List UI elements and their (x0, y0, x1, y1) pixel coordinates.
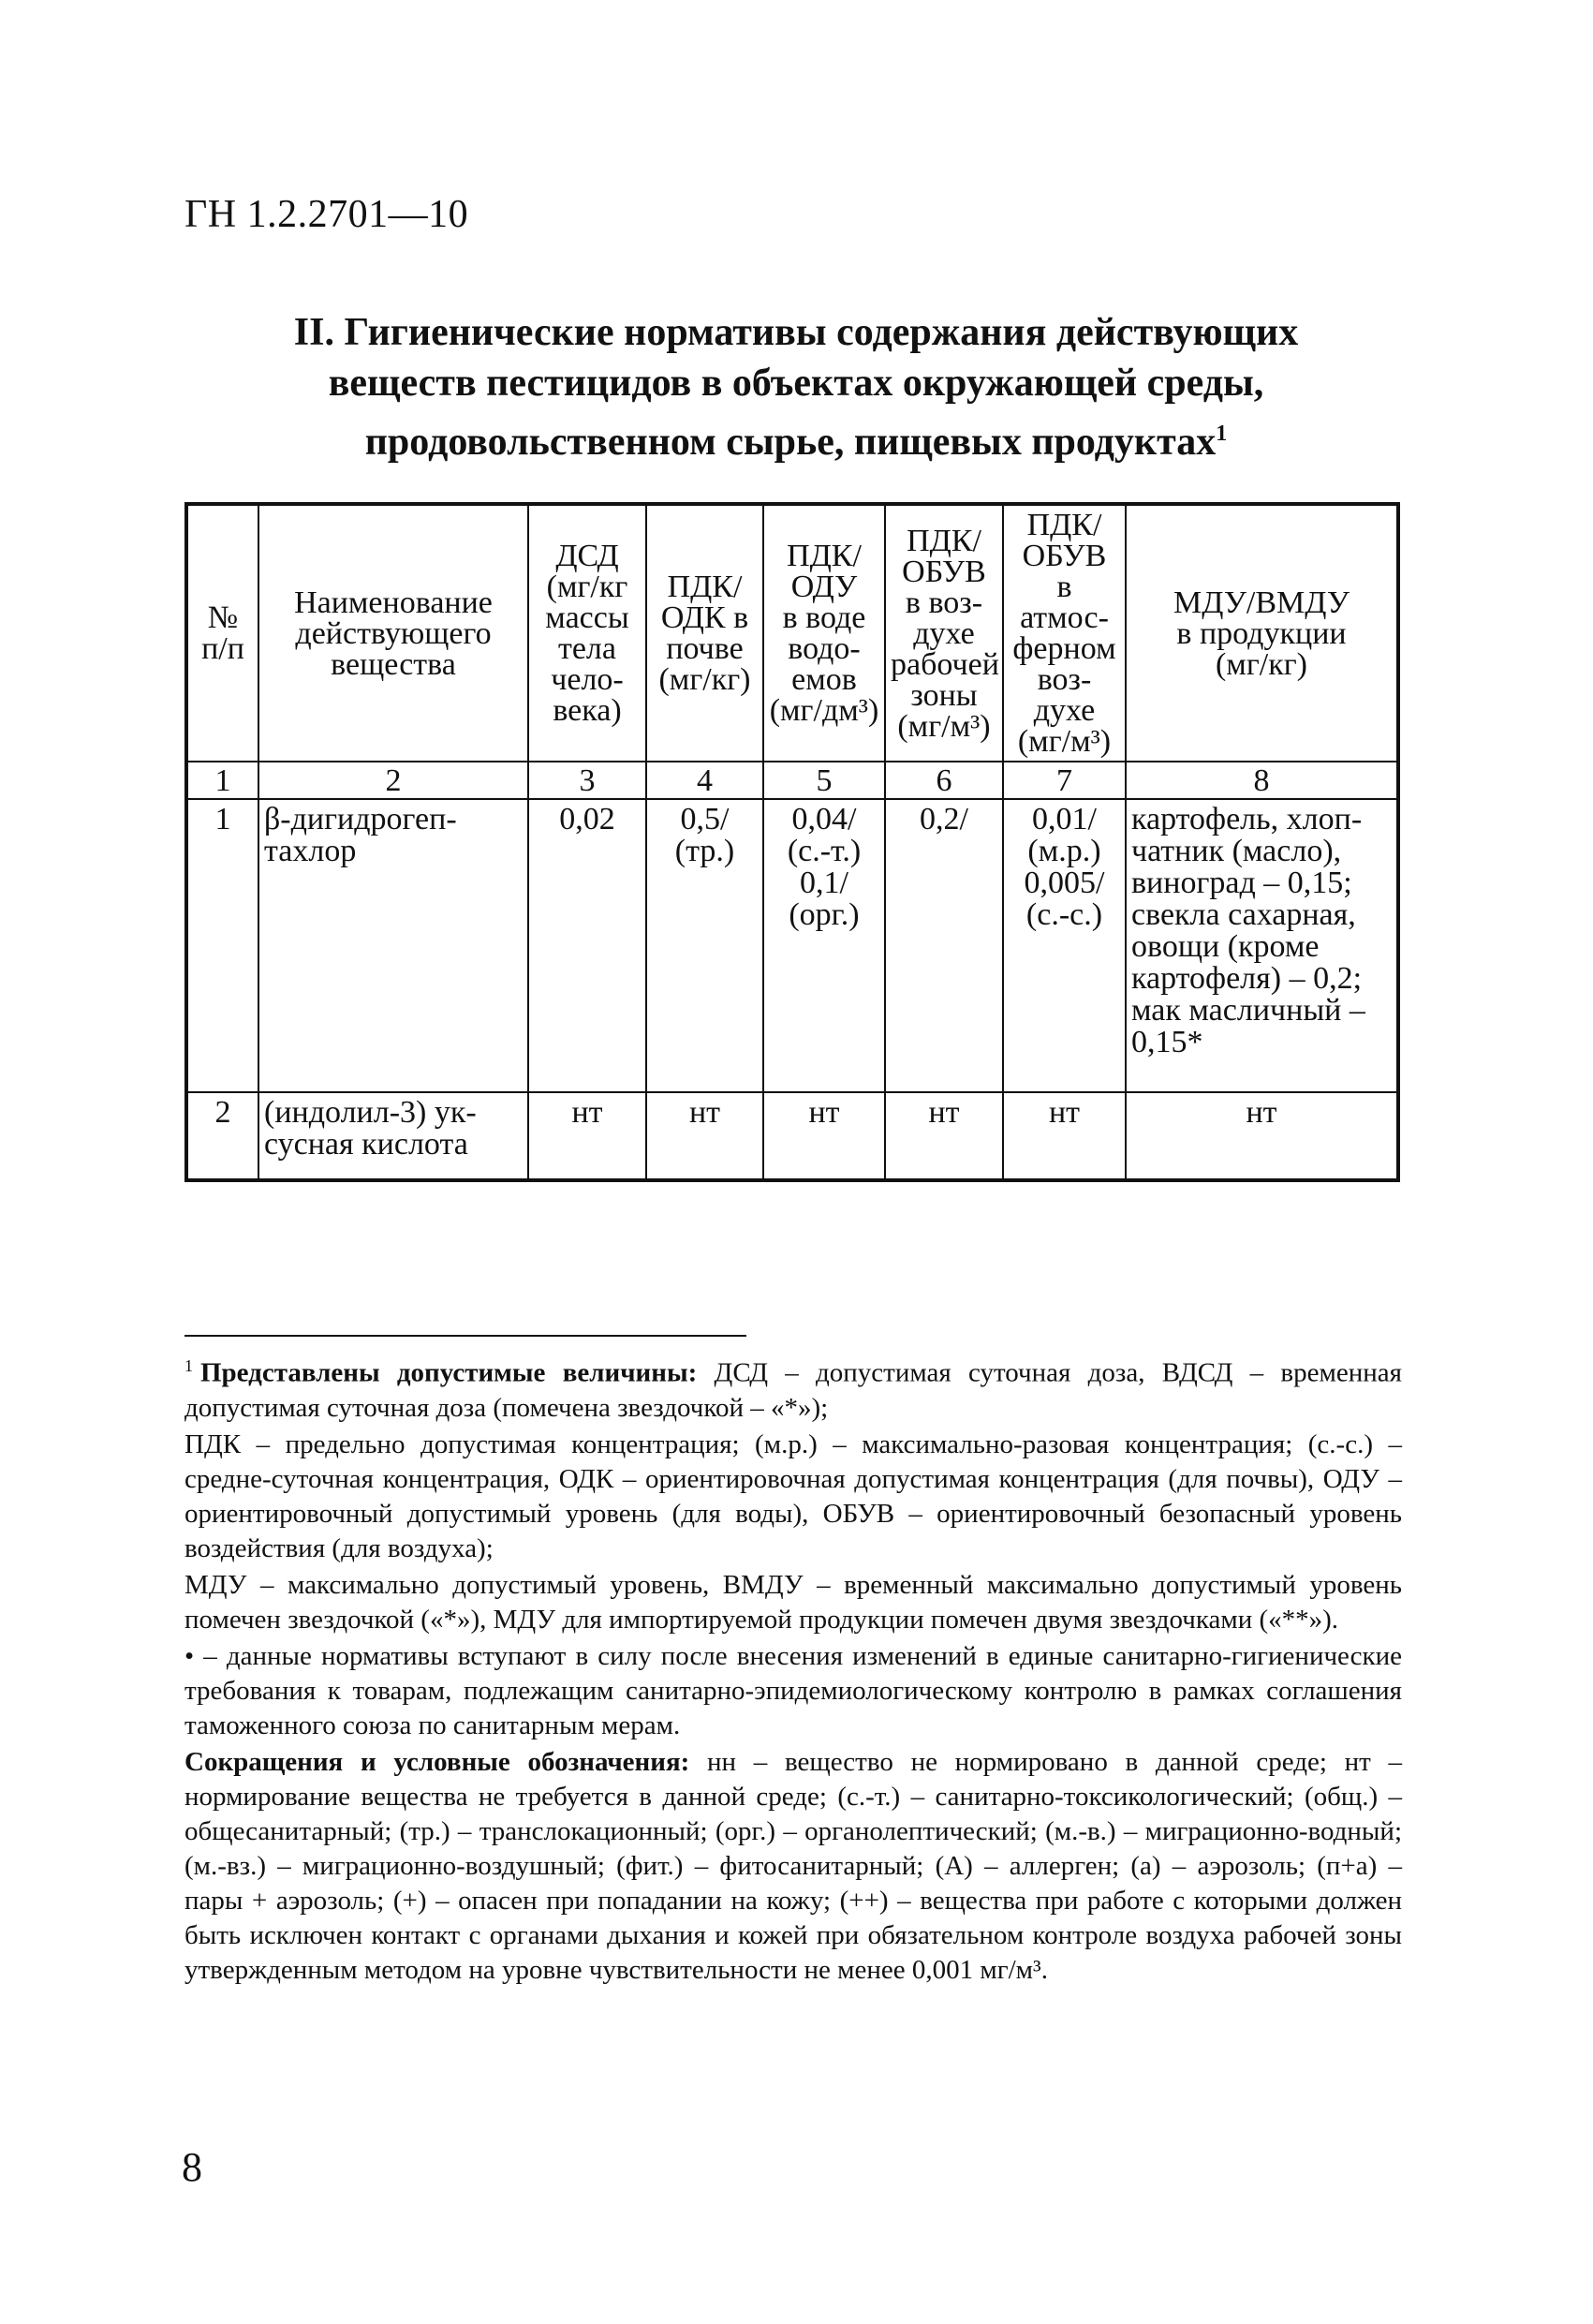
cell-line: тахлор (264, 834, 357, 868)
cell-line: мак масличный – (1131, 993, 1365, 1028)
footnote-marker: 1 (184, 1356, 193, 1375)
footnote-separator (184, 1335, 746, 1337)
cell-line: № (207, 600, 239, 635)
header-cell (763, 504, 885, 762)
cell-line: Наименование (294, 585, 493, 620)
cell-line: в атмос- (1020, 570, 1109, 635)
cell-line: емов (791, 662, 857, 697)
cell-line: 0,2/ (920, 802, 968, 836)
cell-line: почве (666, 631, 744, 666)
header-cell (1003, 504, 1126, 762)
column-number: 8 (1126, 762, 1398, 799)
footnote-paragraph: МДУ – максимально допустимый уровень, ВМДУ – временный максимально допустимый уровень помечен звездочкой («*»), МДУ для импортируемой продукции помечен двумя звездочками («**»). (184, 1569, 1402, 1635)
cell-line: (мг/м³) (1017, 724, 1112, 759)
cell-line: МДУ/ВМДУ (1173, 585, 1350, 620)
cell-line: в воде (782, 600, 866, 635)
cell-line: 0,04/ (791, 802, 857, 836)
footnote-bold-lead: Сокращения и условные обозначения: (184, 1746, 690, 1777)
header-cell (258, 504, 528, 762)
cell-line: нт (1048, 1094, 1081, 1130)
header-cell (186, 504, 258, 762)
title-line: веществ пестицидов в объектах окружающей среды, (328, 362, 1264, 405)
work-air-cell (885, 799, 1003, 1092)
column-number: 5 (763, 762, 885, 799)
cell-line: нт (688, 1094, 721, 1130)
cell-line: водо- (788, 631, 861, 666)
page-number: 8 (182, 2144, 202, 2190)
cell-line: ПДК/ (1026, 508, 1102, 542)
cell-line: (орг.) (789, 897, 860, 932)
cell-line: ОДК в (660, 600, 749, 635)
row-number-cell (186, 799, 258, 1092)
cell-line: тела (557, 631, 616, 666)
footnote-reference: 1 (1216, 422, 1228, 446)
table-row (186, 1092, 1398, 1180)
column-number-row (186, 762, 1398, 799)
cell-line: ферном (1012, 631, 1116, 666)
dsd-cell (528, 1092, 646, 1180)
cell-line: действующего (295, 615, 492, 651)
cell-line: чело- (551, 662, 624, 697)
title-line: продовольственном сырье, пищевых продуктах (364, 421, 1217, 464)
footnote-bold-lead: Представлены допустимые величины: (200, 1357, 698, 1388)
cell-line: ОБУВ (1022, 539, 1107, 573)
cell-line: массы (545, 600, 629, 635)
footnote-text: нн – вещество не нормировано в данной среде; нт – нормирование вещества не требуется в данной среде; (с.-т.) – санитарно-токсикологический; (общ.) – общесанитарный; (тр.) – транслокационный; (орг.) – органолептический; (м.-в.) – миграционно-водный; (м.-вз.) – миграционно-воздушный; (фит.) – фитосанитарный; (А) – аллерген; (а) – аэрозоль; (п+а) – пары + аэрозоль; (+) – опасен при попадании на кожу; (++) – вещества при работе с которыми должен быть исключен контакт с органами дыхания и кожей при обязательном контроле воздуха рабочей зоны утвержденным методом на уровне чувствительности не менее 0,001 мг/м³. (184, 1746, 1402, 1985)
cell-line: 0,5/ (680, 802, 730, 836)
cell-line: ПДК/ (787, 539, 862, 573)
cell-line: нт (928, 1094, 960, 1130)
cell-line: виноград – 0,15; (1131, 866, 1352, 900)
header-cell (646, 504, 763, 762)
cell-line: (тр.) (674, 834, 735, 868)
cell-line: рабочей (891, 646, 999, 682)
cell-line: 0,01/ (1032, 802, 1097, 836)
water-cell (763, 1092, 885, 1180)
substance-name-cell (258, 799, 528, 1092)
cell-line: воз- (1037, 662, 1092, 697)
cell-line: 0,02 (559, 802, 615, 836)
title-line: II. Гигиенические нормативы содержания действующих (293, 311, 1299, 354)
cell-line: 2 (214, 1094, 231, 1130)
cell-line: чатник (масло), (1131, 834, 1342, 868)
cell-line: 0,1/ (800, 866, 848, 900)
cell-line: (мг/кг (546, 570, 628, 604)
work-air-cell (885, 1092, 1003, 1180)
footnote-paragraph (184, 1349, 1402, 1426)
footnotes (184, 1349, 1402, 1990)
cell-line: (мг/кг) (1215, 646, 1307, 682)
pesticide-norms-table (184, 502, 1400, 1182)
header-cell (885, 504, 1003, 762)
water-cell (763, 799, 885, 1092)
cell-line: ОБУВ (902, 554, 986, 589)
cell-line: нт (808, 1094, 840, 1130)
footnote-paragraph (184, 1745, 1402, 1988)
footnote-paragraph: ПДК – предельно допустимая концентрация; (м.р.) – максимально-разовая концентрация; (с.-с.) – средне-суточная концентрация, ОДК – ориентировочная допустимая концентрация (для почвы), ОДУ – ориентировочный допустимый уровень (для воды), ОБУВ – ориентировочный безопасный уровень воздействия (для воздуха); (184, 1428, 1402, 1563)
cell-line: в воз- (905, 585, 983, 620)
mdu-cell (1126, 1092, 1398, 1180)
header-cell (1126, 504, 1398, 762)
cell-line: вещества (331, 646, 456, 682)
soil-cell (646, 799, 763, 1092)
footnote-text: ДСД – допустимая суточная доза, ВДСД – временная допустимая суточная доза (помечена звездочкой – «*»); (184, 1357, 1402, 1423)
cell-line: в продукции (1176, 615, 1347, 651)
column-number: 6 (885, 762, 1003, 799)
cell-line: 0,15* (1131, 1025, 1203, 1059)
cell-line: (мг/дм³) (769, 693, 879, 728)
header-row (186, 504, 1398, 762)
cell-line: сусная кислота (264, 1126, 468, 1162)
cell-line: века) (553, 693, 622, 728)
cell-line: ДСД (555, 539, 619, 573)
cell-line: нт (1246, 1094, 1277, 1130)
substance-name-cell (258, 1092, 528, 1180)
cell-line: ПДК/ (667, 570, 743, 604)
cell-line: ПДК/ (907, 523, 981, 558)
column-number: 3 (528, 762, 646, 799)
cell-line: нт (571, 1094, 603, 1130)
cell-line: ОДУ (790, 570, 858, 604)
soil-cell (646, 1092, 763, 1180)
cell-line: свекла сахарная, (1131, 897, 1356, 932)
header-cell (528, 504, 646, 762)
cell-line: п/п (201, 631, 244, 666)
cell-line: 1 (214, 802, 231, 836)
cell-line: овощи (кроме (1131, 929, 1320, 964)
cell-line: 0,005/ (1024, 866, 1105, 900)
document-code: ГН 1.2.2701—10 (184, 193, 469, 236)
cell-line: духе (1033, 693, 1096, 728)
cell-line: картофеля) – 0,2; (1131, 961, 1363, 996)
atmos-air-cell (1003, 799, 1126, 1092)
cell-line: (мг/кг) (658, 662, 751, 697)
column-number: 4 (646, 762, 763, 799)
dsd-cell (528, 799, 646, 1092)
mdu-cell (1126, 799, 1398, 1092)
cell-line: картофель, хлоп- (1131, 802, 1363, 836)
cell-line: (индолил-3) ук- (264, 1094, 477, 1130)
footnote-paragraph: • – данные нормативы вступают в силу после внесения изменений в единые санитарно-гигиенические требования к товарам, подлежащим санитарно-эпидемиологическому контролю в рамках соглашения таможенного союза по санитарным мерам. (184, 1640, 1402, 1740)
column-number: 7 (1003, 762, 1126, 799)
cell-line: (мг/м³) (897, 708, 991, 744)
section-title (187, 307, 1405, 467)
cell-line: зоны (910, 677, 978, 713)
cell-line: духе (913, 615, 975, 651)
cell-line: (м.р.) (1027, 834, 1101, 868)
atmos-air-cell (1003, 1092, 1126, 1180)
cell-line: β-дигидрогеп- (264, 802, 457, 836)
row-number-cell (186, 1092, 258, 1180)
table-row (186, 799, 1398, 1092)
cell-line: (с.-т.) (787, 834, 862, 868)
column-number: 2 (258, 762, 528, 799)
cell-line: (с.-с.) (1025, 897, 1103, 932)
column-number: 1 (186, 762, 258, 799)
